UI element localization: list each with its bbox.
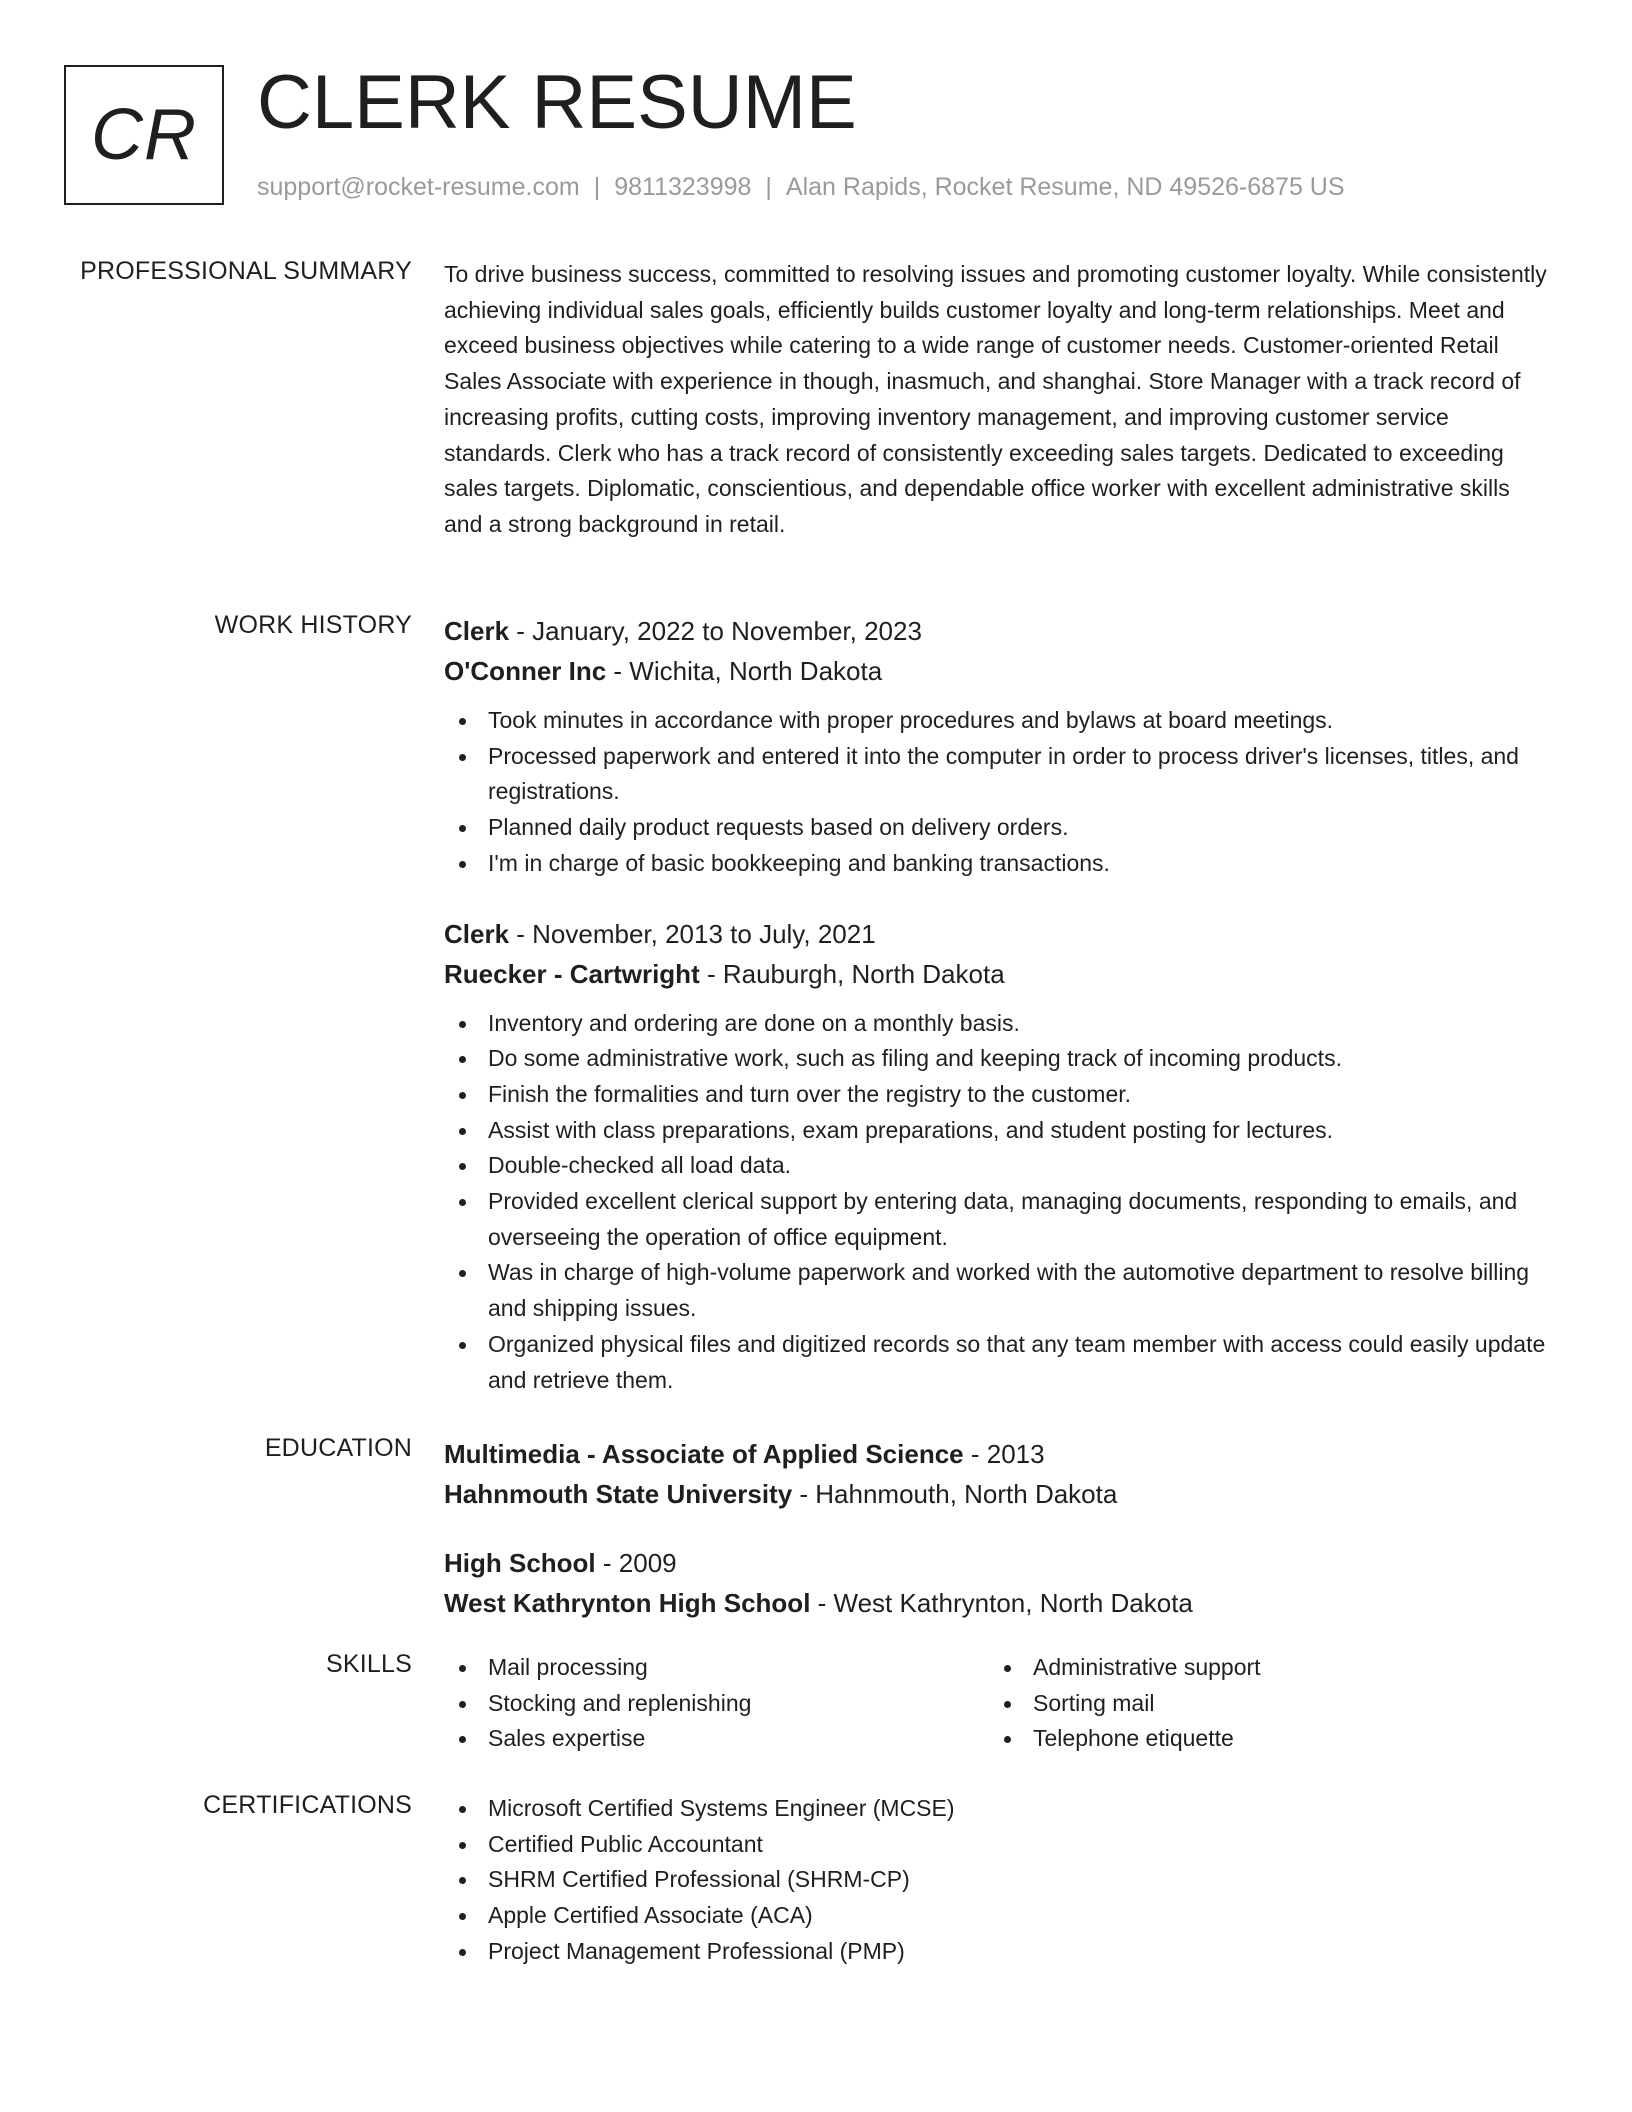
skill-item: Sorting mail: [989, 1686, 1534, 1722]
education-year: - 2009: [595, 1548, 677, 1578]
summary-text: To drive business success, committed to resolving issues and promoting customer loyalty. While consistently achieving individual sales goals, efficiently builds customer loyalty and long-term relationships. Meet and exceed business objectives while catering to a wide range of customer needs. Customer-oriented Retail Sales Associate with experience in though, inasmuch, and shanghai. Store Manager with a track record of increasing profits, cutting costs, improving inventory management, and improving customer service standards. Clerk who has a track record of consistently exceeding sales targets. Dedicated to exceeding sales targets. Diplomatic, conscientious, and dependable office worker with excellent administrative skills and a strong background in retail.: [444, 261, 1547, 537]
education-entry: [444, 1434, 1549, 1514]
certification-item: Microsoft Certified Systems Engineer (MCSE): [444, 1791, 1549, 1827]
skills-list-left: [444, 1650, 989, 1757]
certification-item: Project Management Professional (PMP): [444, 1934, 1549, 1970]
education-school-line: [444, 1583, 1549, 1623]
job-company: Ruecker - Cartwright: [444, 958, 700, 989]
job-duty-item: Do some administrative work, such as filing and keeping track of incoming products.: [444, 1041, 1549, 1077]
certification-item: Apple Certified Associate (ACA): [444, 1898, 1549, 1934]
work-history-body: [444, 611, 1549, 1398]
job-duty-item: Was in charge of high-volume paperwork and worked with the automotive department to resolve billing and shipping issues.: [444, 1255, 1549, 1326]
education-location: - Hahnmouth, North Dakota: [792, 1479, 1118, 1509]
contact-line: [257, 173, 1345, 202]
skill-item: Telephone etiquette: [989, 1721, 1534, 1757]
job-duty-item: Processed paperwork and entered it into the computer in order to process driver's licenses, titles, and registrations.: [444, 739, 1549, 810]
job-duty-item: Organized physical files and digitized records so that any team member with access could easily update and retrieve them.: [444, 1327, 1549, 1398]
job-duty-item: Assist with class preparations, exam preparations, and student posting for lectures.: [444, 1113, 1549, 1149]
education-body: [444, 1434, 1549, 1623]
job-duty-item: Inventory and ordering are done on a monthly basis.: [444, 1006, 1549, 1042]
section-label-work: WORK HISTORY: [214, 611, 412, 639]
job-duty-item: Double-checked all load data.: [444, 1148, 1549, 1184]
job-duties-list: [444, 1006, 1549, 1399]
contact-email[interactable]: support@rocket-resume.com: [257, 173, 580, 201]
resume-title: CLERK RESUME: [257, 60, 857, 145]
job-dates: - January, 2022 to November, 2023: [509, 616, 922, 646]
skill-item: Stocking and replenishing: [444, 1686, 989, 1722]
skills-body: [444, 1650, 1549, 1757]
skill-item: Mail processing: [444, 1650, 989, 1686]
education-degree: Multimedia - Associate of Applied Science: [444, 1439, 964, 1469]
education-degree: High School: [444, 1548, 596, 1578]
education-degree-line: [444, 1434, 1549, 1474]
education-year: - 2013: [963, 1439, 1045, 1469]
section-label-skills: SKILLS: [326, 1650, 412, 1678]
job-entry: [444, 914, 1549, 1399]
section-label-summary: PROFESSIONAL SUMMARY: [80, 257, 412, 285]
job-duty-item: I'm in charge of basic bookkeeping and banking transactions.: [444, 846, 1549, 882]
monogram-box: [64, 65, 224, 205]
education-degree-line: [444, 1543, 1549, 1583]
contact-separator: |: [593, 173, 601, 201]
job-title: Clerk: [444, 918, 510, 949]
job-location: - Wichita, North Dakota: [606, 656, 883, 686]
resume-header: [64, 60, 1584, 215]
job-duty-item: Finish the formalities and turn over the registry to the customer.: [444, 1077, 1549, 1113]
certification-item: Certified Public Accountant: [444, 1827, 1549, 1863]
section-label-education: EDUCATION: [264, 1434, 412, 1462]
job-dates: - November, 2013 to July, 2021: [509, 918, 876, 949]
job-entry: [444, 611, 1549, 882]
job-title-line: [444, 914, 1549, 954]
job-duty-item: Planned daily product requests based on delivery orders.: [444, 810, 1549, 846]
skills-list-right: [989, 1650, 1534, 1757]
job-title: Clerk: [444, 616, 510, 646]
skill-item: Administrative support: [989, 1650, 1534, 1686]
contact-separator: |: [765, 173, 772, 201]
contact-address: Alan Rapids, Rocket Resume, ND 49526-6875 US: [785, 173, 1345, 201]
job-company-line: [444, 651, 1549, 691]
education-school: West Kathrynton High School: [444, 1588, 811, 1618]
job-company-line: [444, 954, 1549, 994]
skill-item: Sales expertise: [444, 1721, 989, 1757]
summary-body: [444, 257, 1549, 543]
monogram-initials: CR: [91, 95, 197, 175]
job-duty-item: Took minutes in accordance with proper procedures and bylaws at board meetings.: [444, 703, 1549, 739]
job-duties-list: [444, 703, 1549, 882]
certifications-list: [444, 1791, 1549, 1970]
education-location: - West Kathrynton, North Dakota: [810, 1588, 1193, 1618]
certification-item: SHRM Certified Professional (SHRM-CP): [444, 1862, 1549, 1898]
education-school: Hahnmouth State University: [444, 1479, 793, 1509]
education-school-line: [444, 1474, 1549, 1514]
job-location: - Rauburgh, North Dakota: [699, 958, 1005, 989]
job-company: O'Conner Inc: [444, 656, 607, 686]
education-entry: [444, 1543, 1549, 1623]
job-title-line: [444, 611, 1549, 651]
certifications-body: [444, 1791, 1549, 1970]
contact-phone[interactable]: 9811323998: [614, 173, 752, 201]
job-duty-item: Provided excellent clerical support by entering data, managing documents, responding to emails, and overseeing the operation of office equipment.: [444, 1184, 1549, 1255]
section-label-certifications: CERTIFICATIONS: [203, 1791, 412, 1819]
